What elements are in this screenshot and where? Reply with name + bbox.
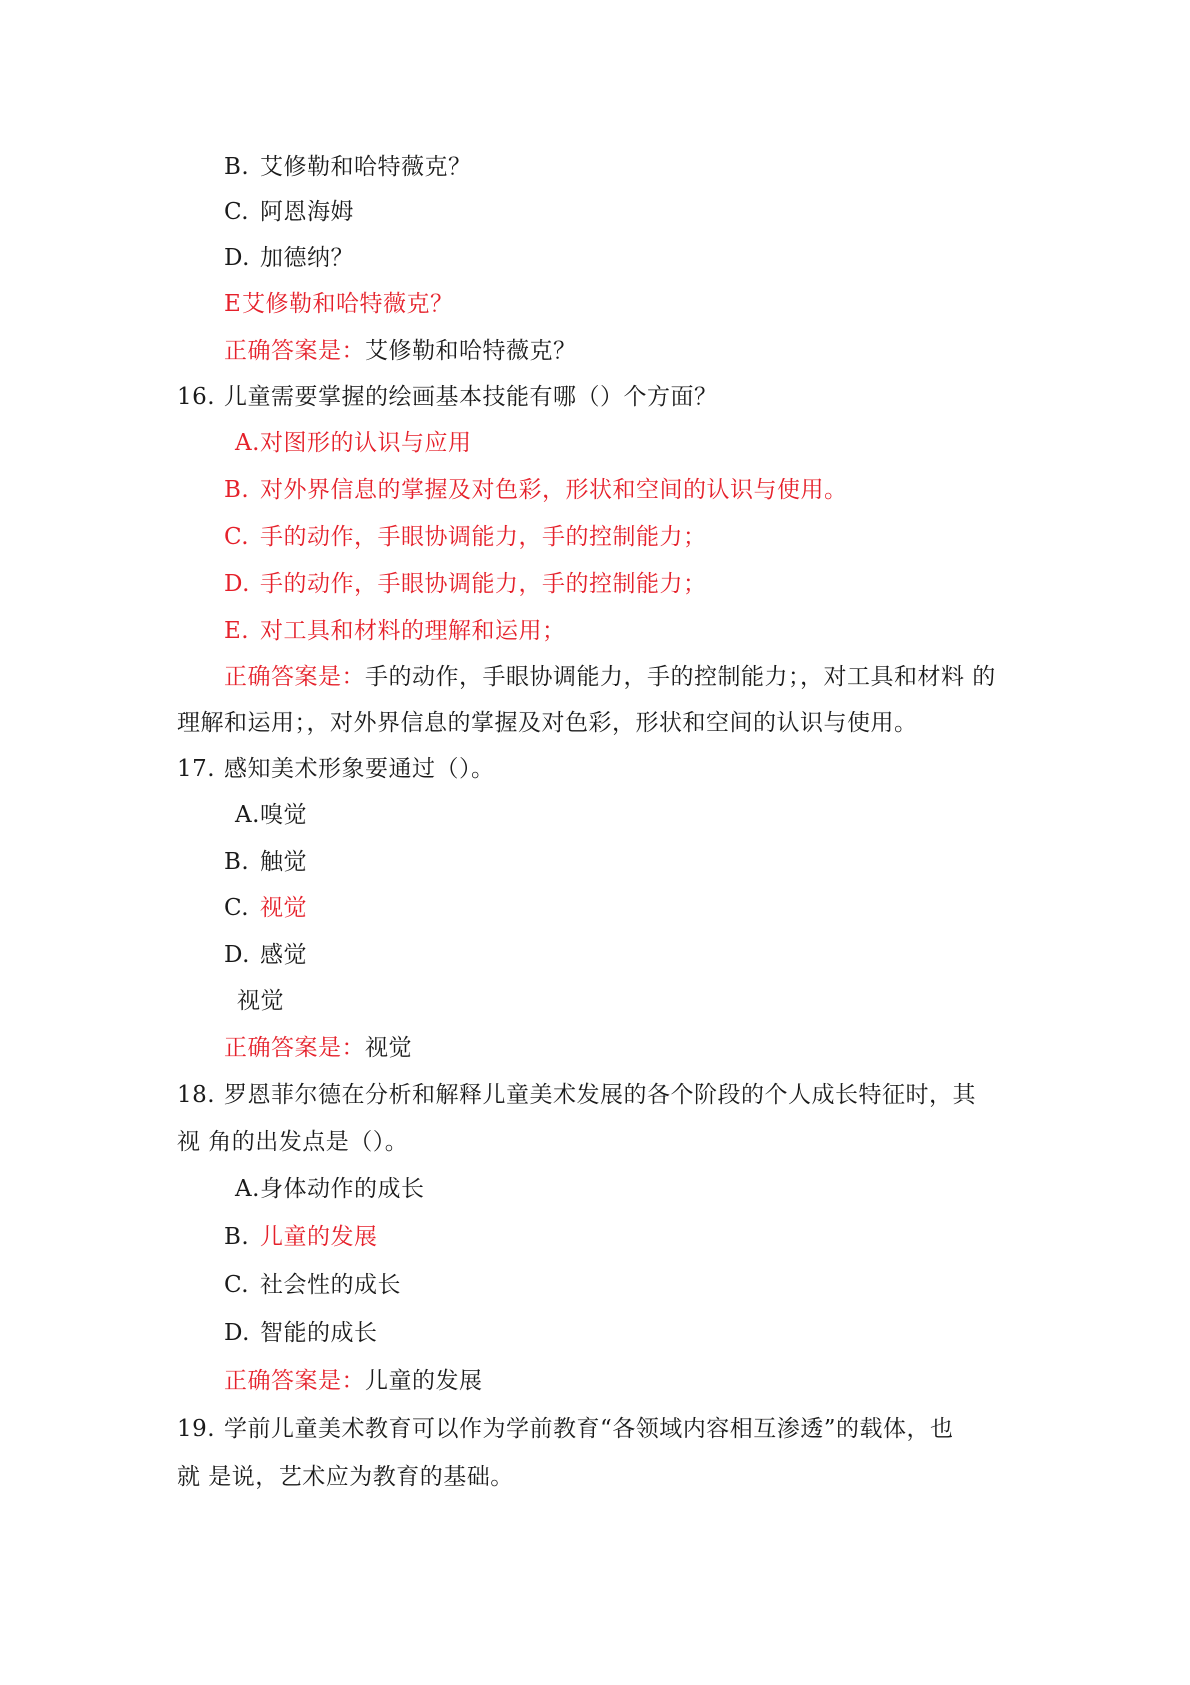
option-label: A.: [235, 802, 260, 828]
option-text: 社会性的成长: [260, 1272, 401, 1298]
q18-option-d: [224, 1318, 378, 1348]
q15-option-b: [224, 152, 472, 182]
q17-option-d: [224, 940, 307, 970]
q16-option-c: [224, 522, 707, 552]
option-label: C.: [224, 1272, 250, 1298]
q15-option-e: [224, 289, 454, 319]
option-text: 身体动作的成长: [260, 1176, 425, 1202]
option-text: 儿童的发展: [260, 1224, 378, 1250]
option-text: 触觉: [260, 849, 307, 875]
question-text: 视 角的出发点是（）。: [177, 1129, 409, 1155]
q15-option-c: [224, 197, 354, 227]
answer-label: 正确答案是：: [224, 1035, 365, 1061]
option-text: 感觉: [260, 942, 307, 968]
option-text: 对图形的认识与应用: [260, 430, 472, 456]
option-text: 手的动作，手眼协调能力，手的控制能力；: [260, 571, 707, 597]
option-text: 艾修勒和哈特薇克？: [242, 291, 454, 317]
option-text: 手的动作，手眼协调能力，手的控制能力；: [260, 524, 707, 550]
answer-label: 正确答案是：: [224, 664, 365, 690]
option-text: 嗅觉: [260, 802, 307, 828]
q16-option-e: [224, 616, 566, 646]
answer-text: 艾修勒和哈特薇克？: [365, 338, 577, 364]
q18-option-b: [224, 1222, 378, 1252]
option-text: 艾修勒和哈特薇克？: [260, 154, 472, 180]
question-text: 就 是说，艺术应为教育的基础。: [177, 1464, 514, 1490]
option-label: C.: [224, 199, 250, 225]
option-text: 智能的成长: [260, 1320, 378, 1346]
question-text: 感知美术形象要通过（）。: [224, 756, 495, 782]
q17-correct-answer: [224, 1033, 412, 1063]
answer-label: 正确答案是：: [224, 338, 365, 364]
q17-question: [177, 754, 495, 784]
q16-option-a: [235, 428, 472, 458]
option-label: D.: [224, 245, 250, 271]
q16-correct-answer-cont: [177, 708, 918, 738]
option-label: B.: [224, 849, 250, 875]
question-text: 学前儿童美术教育可以作为学前教育“各领域内容相互渗透”的载体，也: [224, 1416, 954, 1442]
question-number: 19.: [177, 1416, 216, 1442]
option-label: C.: [224, 895, 250, 921]
answer-text: 手的动作，手眼协调能力，手的控制能力；，对工具和材料 的: [365, 664, 996, 690]
q17-option-b: [224, 847, 307, 877]
option-label: A.: [235, 430, 260, 456]
option-text: 视觉: [260, 895, 307, 921]
option-label: B.: [224, 1224, 250, 1250]
q15-option-d: [224, 243, 354, 273]
q18-question-cont: [177, 1127, 408, 1157]
q18-correct-answer: [224, 1366, 483, 1396]
q18-question: [177, 1080, 976, 1110]
option-label: B.: [224, 477, 250, 503]
answer-text: 儿童的发展: [365, 1368, 483, 1394]
option-label: D.: [224, 571, 250, 597]
option-text: 加德纳？: [260, 245, 354, 271]
q16-correct-answer: [224, 662, 996, 692]
question-text: 罗恩菲尔德在分析和解释儿童美术发展的各个阶段的个人成长特征时，其: [224, 1082, 976, 1108]
option-label: C.: [224, 524, 250, 550]
q19-question-cont: [177, 1462, 514, 1492]
option-label: D.: [224, 1320, 250, 1346]
q17-option-a: [235, 800, 307, 830]
q19-question: [177, 1414, 954, 1444]
q17-extra-text: [237, 986, 284, 1016]
question-number: 17.: [177, 756, 216, 782]
q18-option-c: [224, 1270, 401, 1300]
question-number: 18.: [177, 1082, 216, 1108]
option-label: E.: [224, 618, 250, 644]
answer-label: 正确答案是：: [224, 1368, 365, 1394]
q16-option-d: [224, 569, 707, 599]
question-text: 儿童需要掌握的绘画基本技能有哪（）个方面？: [224, 384, 718, 410]
option-text: 对工具和材料的理解和运用；: [260, 618, 566, 644]
q15-correct-answer: [224, 336, 577, 366]
option-label: B.: [224, 154, 250, 180]
option-text: 阿恩海姆: [260, 199, 354, 225]
option-label: E: [224, 291, 242, 317]
q16-option-b: [224, 475, 848, 505]
q17-option-c: [224, 893, 307, 923]
answer-text: 理解和运用；，对外界信息的掌握及对色彩，形状和空间的认识与使用。: [177, 710, 918, 736]
question-number: 16.: [177, 384, 216, 410]
q16-question: [177, 382, 718, 412]
answer-text: 视觉: [365, 1035, 412, 1061]
option-text: 对外界信息的掌握及对色彩，形状和空间的认识与使用。: [260, 477, 848, 503]
option-label: A.: [235, 1176, 260, 1202]
option-label: D.: [224, 942, 250, 968]
q18-option-a: [235, 1174, 425, 1204]
extra-text: 视觉: [237, 988, 284, 1014]
